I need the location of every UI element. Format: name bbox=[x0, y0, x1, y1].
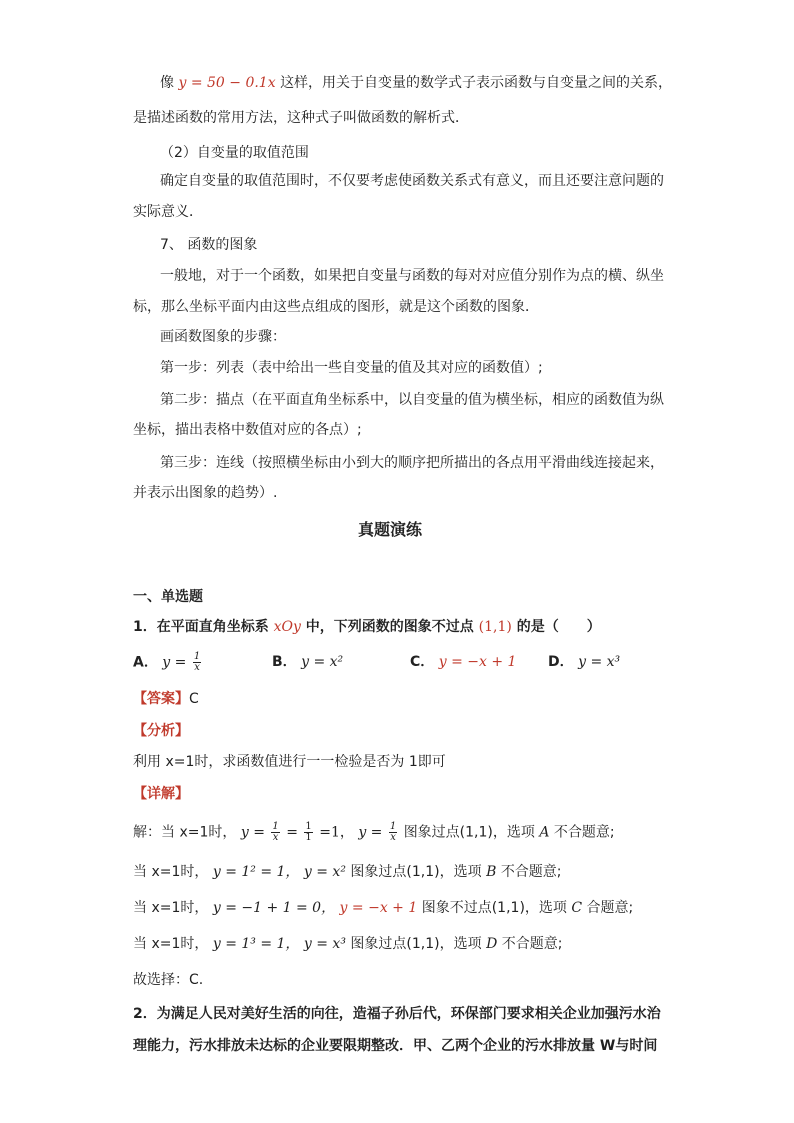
detail-line-1: 解：当 x=1时， y = $\frac{1}{x}$ = $\frac{1}{1}$ =1， y = $\frac{1}{x}$ 图象过点(1,1)，选项 A 不合题意; bbox=[133, 821, 615, 843]
steps-title: 画函数图象的步骤： bbox=[160, 329, 286, 345]
question-2-line-2: 理能力，污水排放未达标的企业要限期整改．甲、乙两个企业的污水排放量 W与时间 bbox=[133, 1038, 658, 1054]
section-title: 真题演练 bbox=[358, 520, 423, 539]
step-1: 第一步：列表（表中给出一些自变量的值及其对应的函数值）; bbox=[160, 360, 543, 376]
step-2-line-1: 第二步：描点（在平面直角坐标系中，以自变量的值为横坐标，相应的函数值为纵 bbox=[160, 392, 664, 408]
detail-line-2: 当 x=1时， y = 1² = 1， y = x² 图象过点(1,1)，选项 B 不合题意; bbox=[133, 864, 562, 880]
detail-line-3: 当 x=1时， y = −1 + 1 = 0， y = −x + 1 图象不过点(1,1)，选项 C 合题意; bbox=[133, 900, 634, 916]
section-7-heading: 7、 函数的图象 bbox=[160, 237, 258, 253]
step-3-line-1: 第三步：连线（按照横坐标由小到大的顺序把所描出的各点用平滑曲线连接起来， bbox=[160, 455, 664, 471]
range-line-2: 实际意义． bbox=[133, 204, 203, 220]
step-2-line-2: 坐标，描出表格中数值对应的各点）; bbox=[133, 422, 362, 438]
fraction: $\frac{1}{x}$ bbox=[193, 651, 201, 673]
conclusion: 故选择：C. bbox=[133, 972, 204, 988]
option-d: D． y = x³ bbox=[548, 654, 621, 670]
step-3-line-2: 并表示出图象的趋势）. bbox=[133, 485, 278, 501]
detail-line-4: 当 x=1时， y = 1³ = 1， y = x³ 图象过点(1,1)，选项 D 不合题意; bbox=[133, 936, 563, 952]
intro-line-2: 是描述函数的常用方法，这种式子叫做函数的解析式． bbox=[133, 110, 469, 126]
subheading-range: （2）自变量的取值范围 bbox=[160, 145, 309, 161]
option-b: B． y = x² bbox=[272, 654, 344, 670]
graph-def-line-2: 标，那么坐标平面内由这些点组成的图形，就是这个函数的图象． bbox=[133, 299, 539, 315]
option-c: C． y = −x + 1 bbox=[410, 654, 517, 670]
intro-line-1: 像 y = 50 − 0.1x 这样，用关于自变量的数学式子表示函数与自变量之间的关系， bbox=[160, 75, 673, 91]
graph-def-line-1: 一般地，对于一个函数，如果把自变量与函数的每对对应值分别作为点的横、纵坐 bbox=[160, 268, 664, 284]
part-heading: 一、单选题 bbox=[133, 589, 203, 605]
question-2-line-1: 2．为满足人民对美好生活的向往，造福子孙后代，环保部门要求相关企业加强污水治 bbox=[133, 1006, 661, 1022]
range-line-1: 确定自变量的取值范围时，不仅要考虑使函数关系式有意义，而且还要注意问题的 bbox=[160, 173, 664, 189]
detail-tag: 【详解】 bbox=[133, 786, 189, 802]
formula: y = 50 − 0.1x bbox=[178, 75, 276, 91]
answer-tag: 【答案】 bbox=[133, 691, 189, 707]
option-a: A． y = $\frac{1}{x}$ bbox=[133, 651, 201, 673]
answer-line bbox=[133, 689, 199, 709]
analysis-text: 利用 x=1时，求函数值进行一一检验是否为 1即可 bbox=[133, 754, 446, 770]
analysis-tag: 【分析】 bbox=[133, 723, 189, 739]
answer-value: C bbox=[189, 691, 199, 707]
question-1-stem: 1．在平面直角坐标系 xOy 中，下列函数的图象不过点 (1,1) 的是（ ） bbox=[133, 619, 601, 635]
